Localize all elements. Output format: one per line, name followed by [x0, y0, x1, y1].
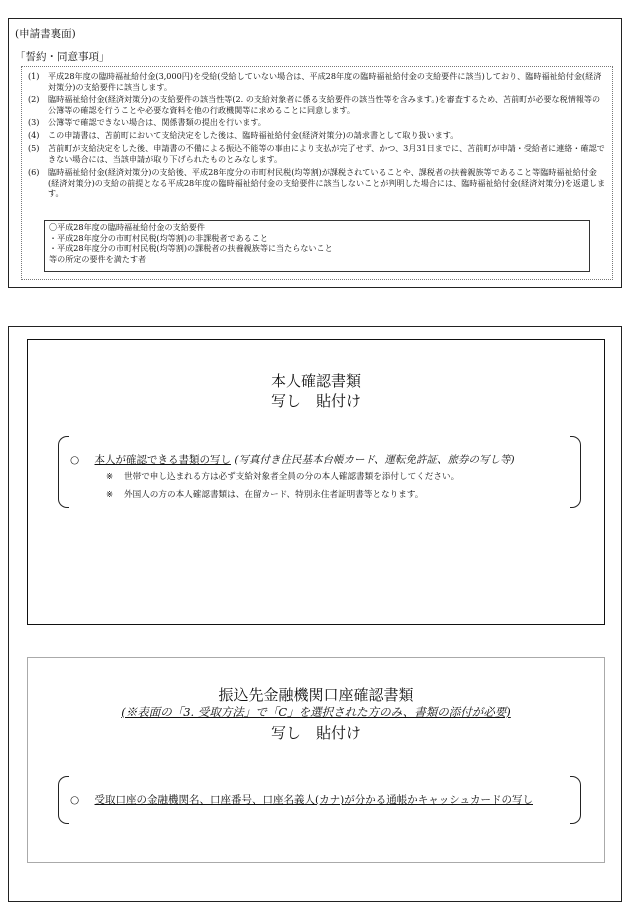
right-bracket	[570, 776, 581, 824]
requirement-line: 〇平成28年度の臨時福祉給付金の支給要件	[49, 222, 205, 232]
id-note-1: ※ 世帯で申し込まれる方は必ず支給対象者全員の分の本人確認書類を添付してください。	[106, 472, 460, 482]
note-mark-icon: ※	[106, 490, 114, 500]
id-note-2: ※ 外国人の方の本人確認書類は、在留カード、特別永住者証明書等となります。	[106, 490, 424, 500]
pledge-consent-box	[21, 66, 613, 280]
attachment-page	[8, 326, 622, 902]
pledge-item-2: (2) 臨時福祉給付金(経済対策分)の支給要件の該当性等(2. の支給対象者に係る支給要件の該当性等を含みます。)を審査するため、苫前町が必要な税情報等の公簿等の確認を行うことや必要な資料を他の行政機関等に求めることに同意します。	[28, 94, 601, 115]
requirement-line: ・平成28年度分の市町村民税(均等割)の課税者の扶養親族等に当たらないこと	[49, 243, 333, 254]
requirement-line: 等の所定の要件を満たす者	[49, 253, 147, 264]
pledge-item-3: (3) 公簿等で確認できない場合は、関係書類の提出を行います。	[28, 117, 266, 127]
requirements-box	[44, 220, 590, 272]
bank-document-requirement	[70, 792, 533, 807]
id-document-requirement	[70, 452, 515, 467]
id-document-paste-area	[27, 339, 605, 625]
id-document-main-text: 本人が確認できる書類の写し	[94, 454, 232, 466]
circle-bullet-icon: ○	[70, 794, 80, 806]
bank-document-paste-label: 写し 貼付け	[270, 724, 361, 742]
id-document-examples: (写真付き住民基本台帳カード、運転免許証、旅券の写し等)	[234, 454, 515, 466]
id-document-paste-label: 写し 貼付け	[270, 392, 361, 410]
requirement-line: ・平成28年度分の市町村民税(均等割)の非課税者であること	[49, 232, 268, 243]
circle-bullet-icon: ○	[70, 454, 80, 466]
page-header: (申請書裏面)	[15, 28, 76, 40]
bank-document-main-text: 受取口座の金融機関名、口座番号、口座名義人(カナ)が分かる通帳かキャッシュカードの写し	[94, 794, 533, 806]
bank-document-paste-area	[27, 657, 605, 863]
left-bracket	[58, 776, 69, 824]
right-bracket	[570, 436, 581, 508]
bank-document-title: 振込先金融機関口座確認書類	[218, 686, 414, 704]
pledge-item-1: (1) 平成28年度の臨時福祉給付金(3,000円)を受給(受給していない場合は、平成28年度の臨時福祉給付金の支給要件に該当)しており、臨時福祉給付金(経済対策分)の支給要件に該当します。	[28, 71, 602, 92]
application-back-page	[8, 18, 622, 288]
left-bracket	[58, 436, 69, 508]
pledge-item-6: (6) 臨時福祉給付金(経済対策分)の支給後、平成28年度分の市町村民税(均等割)が課税されていることや、課税者の扶養親族等であること等臨時福祉給付金(経済対策分)の支給の前提となる平成28年度の臨時福祉給付金の支給要件に該当しないことが判明した場合には、臨時福祉給付金(経済対策分)を返還します。	[28, 167, 606, 199]
pledge-item-4: (4) この申請書は、苫前町において支給決定をした後は、臨時福祉給付金(経済対策分)の請求書として取り扱います。	[28, 130, 459, 140]
bank-document-condition: (※表面の「3. 受取方法」で「C」を選択された方のみ、書類の添付が必要)	[121, 705, 511, 719]
id-document-title: 本人確認書類	[270, 372, 361, 390]
pledge-title: 「誓約・同意事項」	[15, 51, 110, 63]
pledge-item-5: (5) 苫前町が支給決定をした後、申請書の不備による振込不能等の事由により支払が完了せず、かつ、3月31日までに、苫前町が申請・受給者に連絡・確認できない場合には、当該申請が取り下げられたものとみなします。	[28, 143, 605, 164]
note-mark-icon: ※	[106, 472, 114, 482]
